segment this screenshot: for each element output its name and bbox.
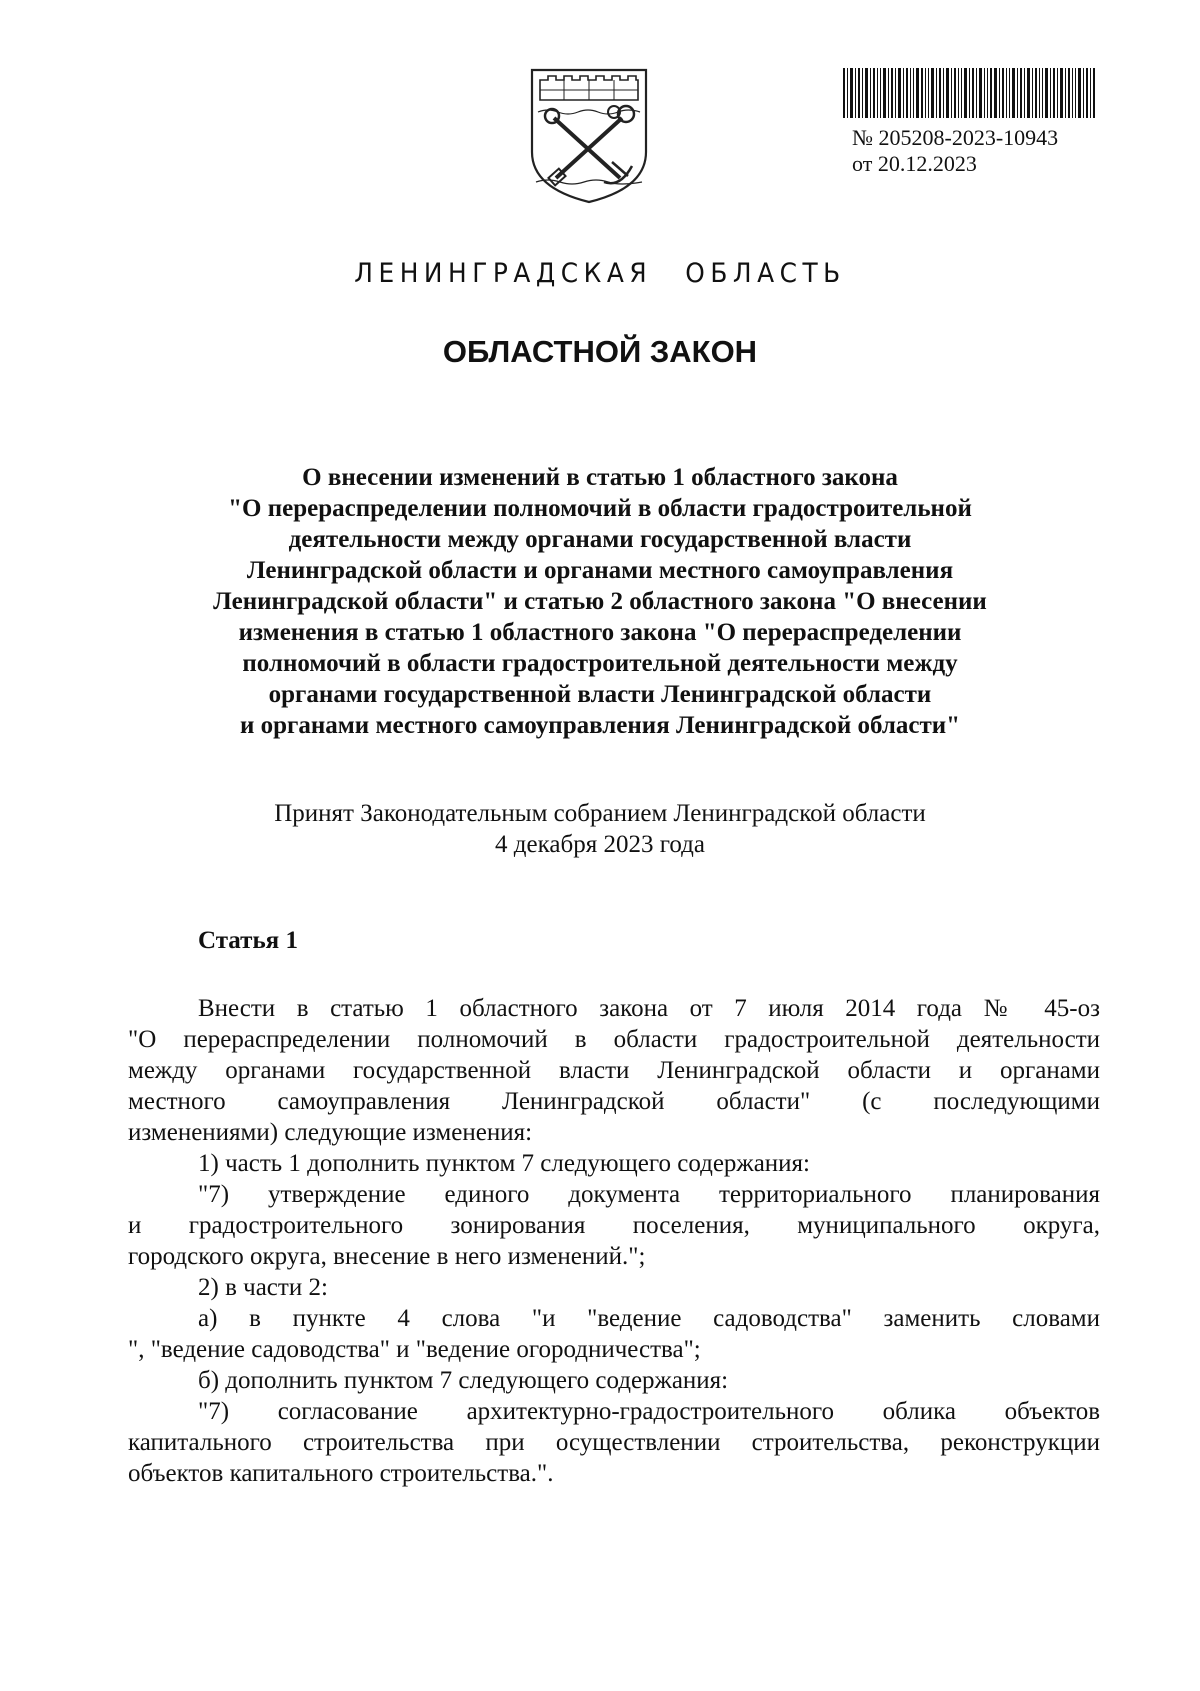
law-title-line: Ленинградской области и органами местного самоуправления <box>246 557 954 584</box>
article-line: "7) согласование архитектурно-градостроительного облика объектов <box>198 1398 1100 1425</box>
adoption-date: 4 декабря 2023 года <box>495 831 705 858</box>
law-title-line: изменения в статью 1 областного закона "О перераспределении <box>238 619 962 646</box>
coat-of-arms-emblem <box>528 66 650 206</box>
article-line: Внести в статью 1 областного закона от 7 июля 2014 года № 45-оз <box>198 995 1100 1022</box>
adoption-note <box>100 798 1100 860</box>
region-word-1: ЛЕНИНГРАДСКАЯ <box>354 258 653 289</box>
article-line: 2) в части 2: <box>198 1274 328 1301</box>
article-line: "7) утверждение единого документа территориального планирования <box>198 1181 1100 1208</box>
region-word-2: ОБЛАСТЬ <box>685 258 846 289</box>
article-heading: Статья 1 <box>198 927 298 954</box>
article-line: объектов капитального строительства.". <box>128 1460 554 1487</box>
law-title-line: полномочий в области градостроительной деятельности между <box>242 650 958 677</box>
law-title-line: и органами местного самоуправления Ленинградской области" <box>239 712 961 739</box>
barcode <box>843 68 1095 118</box>
article-body <box>128 993 1100 1489</box>
law-title-line: Ленинградской области" и статью 2 областного закона "О внесении <box>213 588 987 615</box>
registration-number: № 205208-2023-10943 <box>852 125 1059 150</box>
document-type-heading: ОБЛАСТНОЙ ЗАКОН <box>442 334 758 369</box>
article-line: и градостроительного зонирования поселения, муниципального округа, <box>128 1212 1100 1239</box>
registration-date: от 20.12.2023 <box>852 151 977 176</box>
article-line: между органами государственной власти Ленинградской области и органами <box>128 1057 1100 1084</box>
article-line: изменениями) следующие изменения: <box>128 1119 533 1146</box>
article-line: капитального строительства при осуществлении строительства, реконструкции <box>128 1429 1100 1456</box>
article-line: ", "ведение садоводства" и "ведение огородничества"; <box>128 1336 701 1363</box>
law-title-line: деятельности между органами государственной власти <box>288 526 912 553</box>
law-title-line: органами государственной власти Ленинградской области <box>268 681 932 708</box>
law-title <box>100 462 1100 741</box>
article-line: "О перераспределении полномочий в области градостроительной деятельности <box>128 1026 1100 1053</box>
article-line: 1) часть 1 дополнить пунктом 7 следующего содержания: <box>198 1150 810 1177</box>
article-line: а) в пункте 4 слова "и "ведение садоводства" заменить словами <box>198 1305 1100 1332</box>
article-line: местного самоуправления Ленинградской области" (с последующими <box>128 1088 1100 1115</box>
region-heading <box>48 258 1152 289</box>
adoption-body: Принят Законодательным собранием Ленинградской области <box>274 800 926 827</box>
article-line: б) дополнить пунктом 7 следующего содержания: <box>198 1367 729 1394</box>
registration-info <box>852 125 1058 177</box>
law-title-line: О внесении изменений в статью 1 областного закона <box>302 464 898 491</box>
article-line: городского округа, внесение в него изменений."; <box>128 1243 646 1270</box>
law-title-line: "О перераспределении полномочий в области градостроительной <box>228 495 972 522</box>
